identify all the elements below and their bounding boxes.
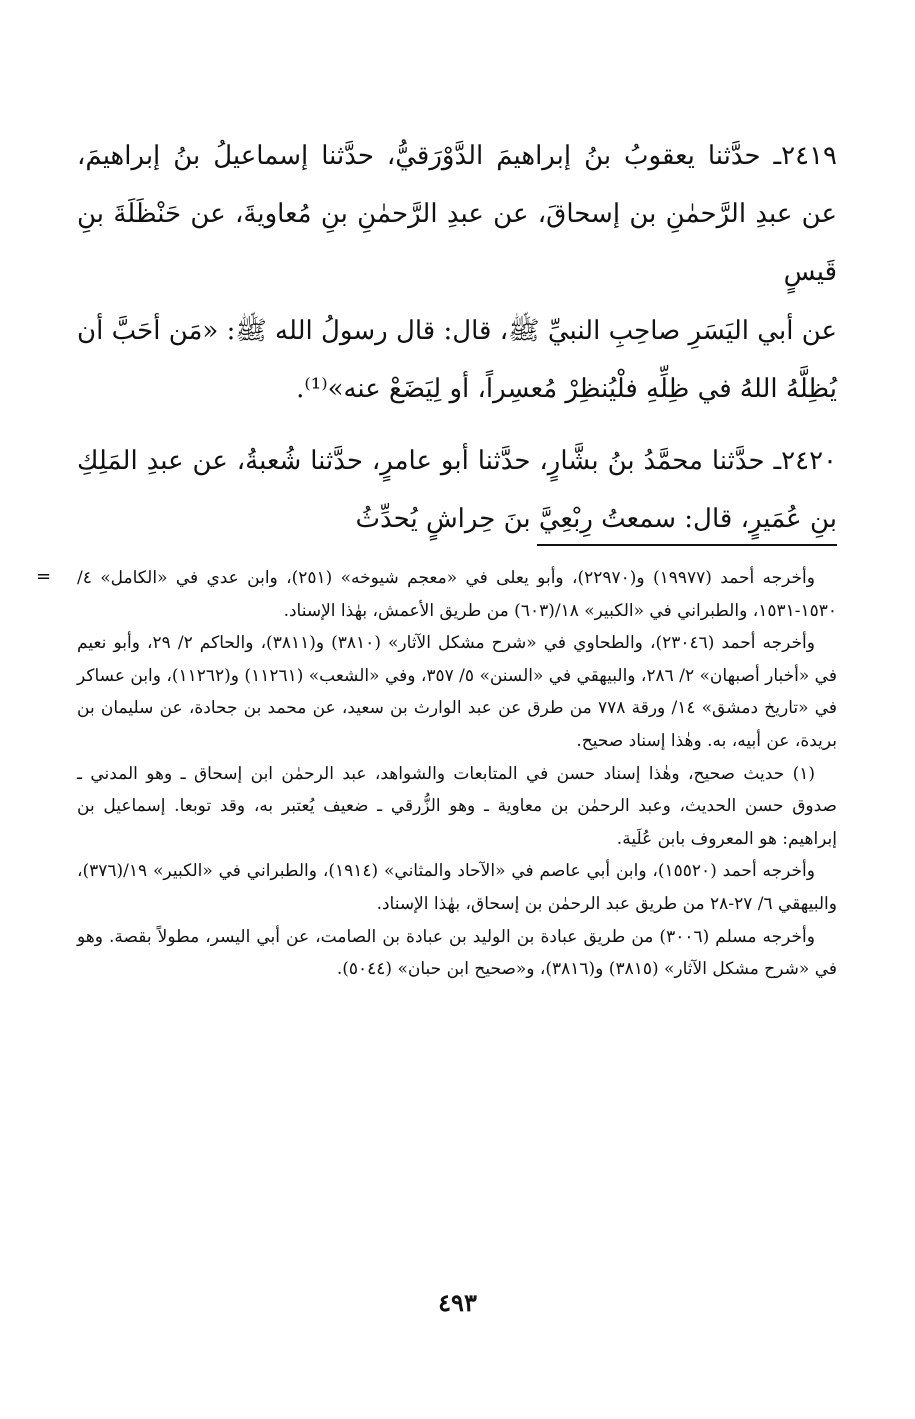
footnote-1-paragraph: وأخرجه مسلم (٣٠٠٦) من طريق عبادة بن الوليد بن عبادة بن الصامت، عن أبي اليسر، مطولاً بقصة. وهو في «شرح مشكل الآثار» (٣٨١٥) و(٣٨١٦)، و«صحيح ابن حبان» (٥٠٤٤). bbox=[77, 926, 837, 980]
footnote-1-paragraph: وأخرجه أحمد (١٥٥٢٠)، وابن أبي عاصم في «الآحاد والمثاني» (١٩١٤)، والطبراني في «الكبير» ١٩/(٣٧٦)، والبيهقي ٦/ ٢٧-٢٨ من طريق عبد الرحمٰن بن إسحاق، بهٰذا الإسناد. bbox=[77, 861, 837, 914]
page-number: ٤٩٣ bbox=[438, 1288, 477, 1317]
footnote-separator bbox=[537, 544, 837, 546]
hadith-2420-isnad bbox=[77, 432, 837, 548]
footnote-continued-paragraph: وأخرجه أحمد (٢٣٠٤٦)، والطحاوي في «شرح مشكل الآثار» (٣٨١٠) و(٣٨١١)، والحاكم ٢/ ٢٩، وأبو نعيم في «أخبار أصبهان» ٢/ ٢٨٦، والبيهقي في «السنن» ٥/ ٣٥٧، وفي «الشعب» (١١٢٦١) و(١١٢٦٢)، وابن عساكر في «تاريخ دمشق» ١٤/ ورقة ٧٧٨ من طرق عن عبد الوارث بن سعيد، عن محمد بن جحادة، عن سليمان بن بريدة، عن أبيه، به. وهٰذا إسناد صحيح. bbox=[77, 633, 837, 751]
hadith-2419-matn-text: عن أبي اليَسَرِ صاحِبِ النبيِّ ﷺ، قال: قال رسولُ الله ﷺ: «مَن أحَبَّ أن يُظِلَّهُ اللهُ في ظِلِّهِ فلْيُنظِرْ مُعسِراً، أو لِيَضَعْ عنه»⁽¹⁾. bbox=[77, 316, 837, 404]
hadith-2420-isnad-text: ٢٤٢٠ـ حدَّثنا محمَّدُ بنُ بشَّارٍ، حدَّثنا أبو عامرٍ، حدَّثنا شُعبةُ، عن عبدِ المَلِكِ بنِ عُمَيرٍ، قال: سمعتُ رِبْعِيَّ بنَ حِراشٍ يُحدِّثُ bbox=[77, 446, 837, 534]
hadith-2419-matn bbox=[77, 302, 837, 418]
footnotes bbox=[77, 562, 837, 986]
footnote-continuation-mark: = bbox=[36, 566, 52, 587]
hadith-2419-isnad-text: ٢٤١٩ـ حدَّثنا يعقوبُ بنُ إبراهيمَ الدَّوْرَقيُّ، حدَّثنا إسماعيلُ بنُ إبراهيمَ، عن عبدِ الرَّحمٰنِ بن إسحاقَ، عن عبدِ الرَّحمٰنِ بنِ مُعاويةَ، عن حَنْظَلَةَ بنِ قَيسٍ bbox=[77, 141, 837, 287]
footnote-1-paragraph: (١) حديث صحيح، وهٰذا إسناد حسن في المتابعات والشواهد، عبد الرحمٰن ابن إسحاق ـ وهو المدني ـ صدوق حسن الحديث، وعبد الرحمٰن بن معاوية ـ وهو الزُّرقي ـ ضعيف يُعتبر به، وقد توبعا. إسماعيل بن إبراهيم: هو المعروف بابن عُلَية. bbox=[77, 763, 837, 849]
hadith-2419-isnad bbox=[77, 127, 837, 301]
footnote-continued-paragraph: وأخرجه أحمد (١٩٩٧٧) و(٢٢٩٧٠)، وأبو يعلى في «معجم شيوخه» (٢٥١)، وابن عدي في «الكامل» ٤/ ١٥٣٠-١٥٣١، والطبراني في «الكبير» ١٨/(٦٠٣) من طريق الأعمش، بهٰذا الإسناد. bbox=[77, 568, 837, 621]
